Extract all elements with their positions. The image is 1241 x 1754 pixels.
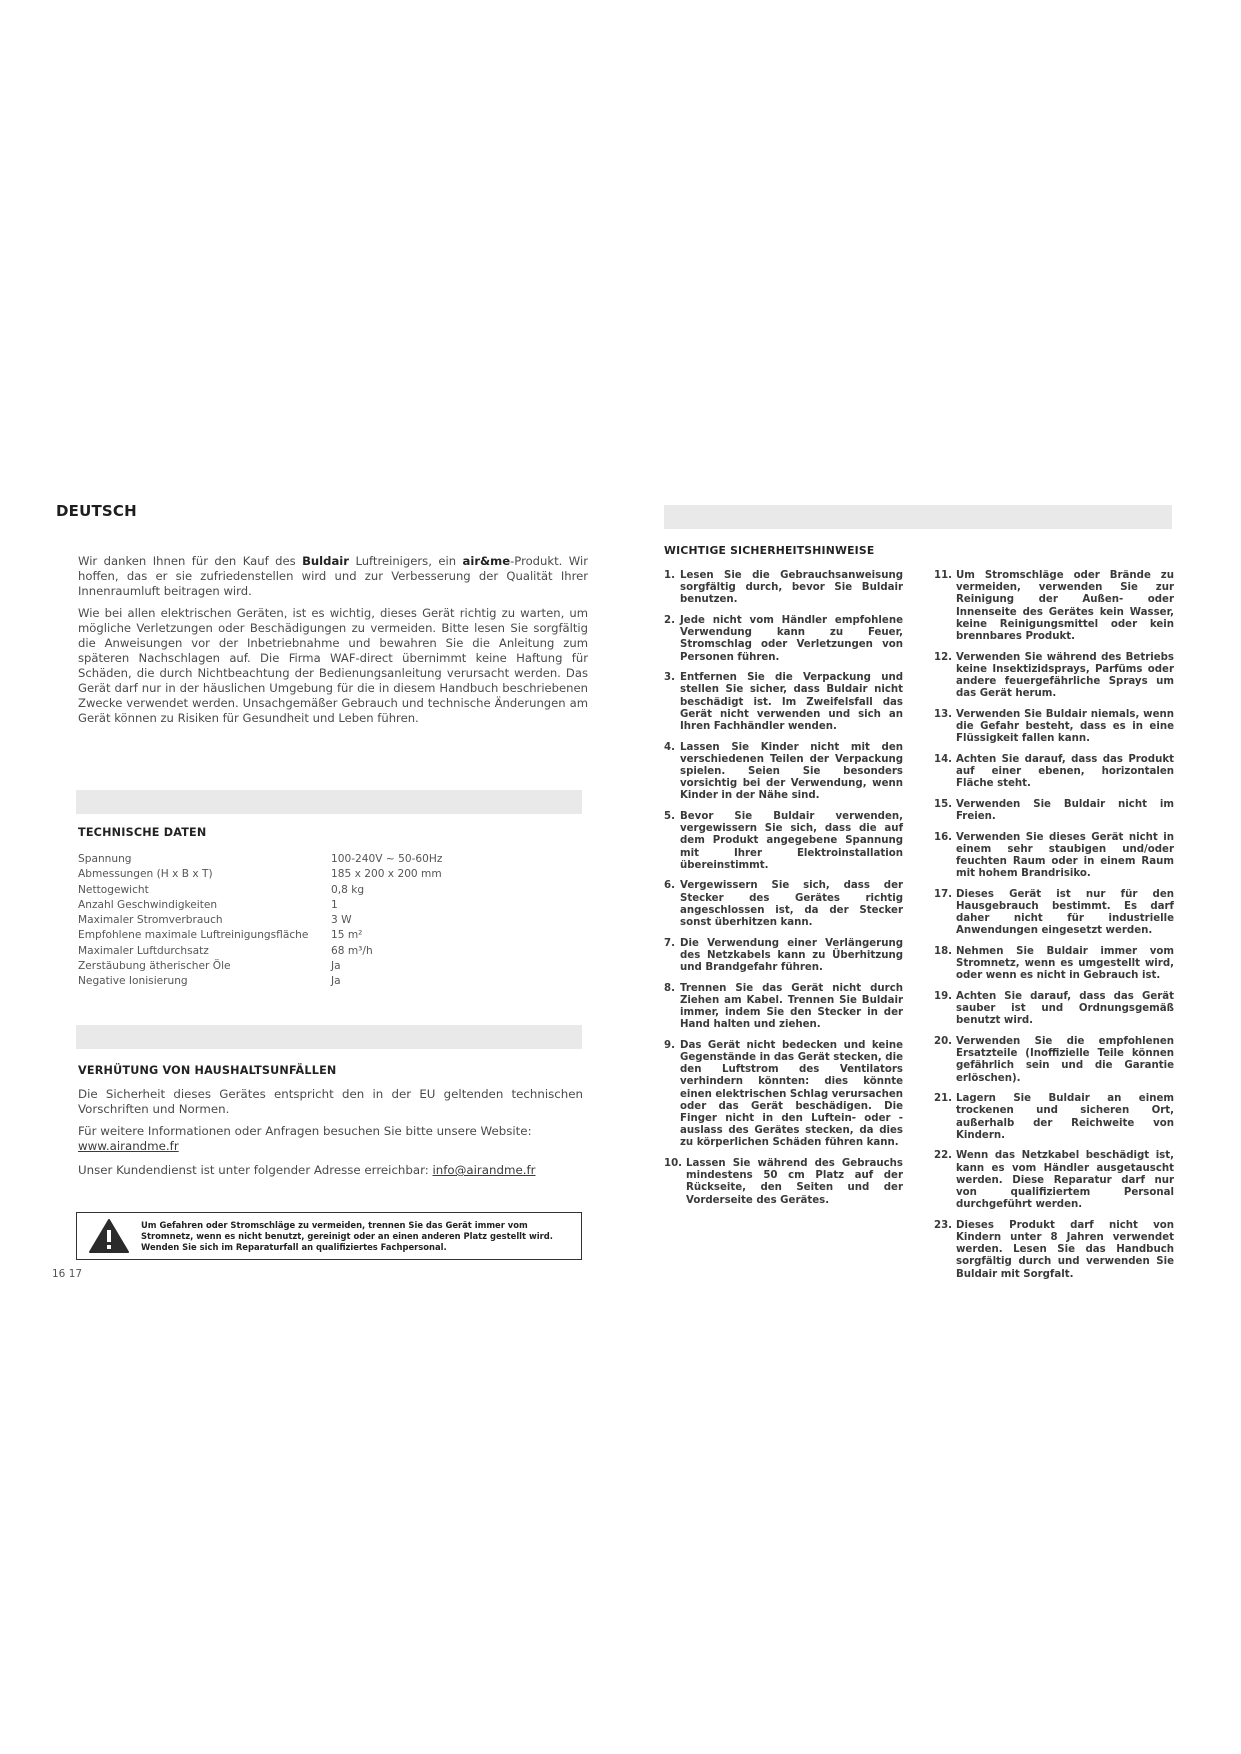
tech-label: Maximaler Luftdurchsatz xyxy=(78,944,209,957)
safety-item-number: 15. xyxy=(934,798,953,810)
accident-paragraph-2: Für weitere Informationen oder Anfragen besuchen Sie bitte unsere Website: www.airandme.fr xyxy=(78,1124,532,1153)
safety-item xyxy=(934,946,1174,983)
safety-item-number: 11. xyxy=(934,570,953,581)
safety-item-text: Verwenden Sie dieses Gerät nicht in einem sehr staubigen und/oder feuchten Raum oder in einem Raum mit hohem Brandrisiko. xyxy=(956,831,1174,880)
safety-item-text: Die Verwendung einer Verlängerung des Netzkabels kann zu Überhitzung und Brandgefahr führen. xyxy=(680,937,903,974)
safety-item xyxy=(934,799,1174,823)
safety-item-number: 9. xyxy=(664,1039,675,1051)
section-band-tech xyxy=(76,790,582,814)
tech-label: Zerstäubung ätherischer Öle xyxy=(78,960,231,973)
safety-item-number: 21. xyxy=(934,1093,953,1105)
tech-value: 1 xyxy=(331,898,338,911)
safety-item-text: Verwenden Sie während des Betriebs keine Insektizidsprays, Parfüms oder andere feuergefährliche Sprays um das Gerät herum. xyxy=(956,651,1174,700)
safety-item-text: Das Gerät nicht bedecken und keine Gegenstände in das Gerät stecken, die den Luftstrom des Ventilators verhindern könnten: dies könnte einen elektrischen Schlag verursachen oder das Gerät beschädigen. Die Finger nicht in den Luftein- oder -auslass des Gerätes stecken, da dies zu körperlichen Schäden führen kann. xyxy=(680,1039,903,1149)
safety-item-number: 16. xyxy=(934,831,953,843)
section-band-safety xyxy=(664,505,1172,529)
safety-item-text: Um Stromschläge oder Brände zu vermeiden, verwenden Sie zur Reinigung der Außen- oder Innenseite des Gerätes kein Wasser, keine Reinigungsmittel oder kein brennbares Produkt. xyxy=(956,570,1174,643)
safety-item-number: 23. xyxy=(934,1219,953,1231)
safety-item-text: Dieses Gerät ist nur für den Hausgebrauch bestimmt. Es darf daher nicht für industrielle Anwendungen eingesetzt werden. xyxy=(956,888,1174,937)
safety-item-text: Achten Sie darauf, dass das Produkt auf einer ebenen, horizontalen Fläche steht. xyxy=(956,753,1174,790)
safety-item xyxy=(664,938,903,975)
safety-item-text: Trennen Sie das Gerät nicht durch Ziehen am Kabel. Trennen Sie Buldair immer, indem Sie den Stecker in der Hand halten und ziehen. xyxy=(680,982,903,1031)
safety-item xyxy=(664,672,903,733)
safety-item-number: 4. xyxy=(664,741,675,753)
tech-label: Nettogewicht xyxy=(78,883,149,896)
safety-item-text: Verwenden Sie die empfohlenen Ersatzteile (Inoffizielle Teile können gefährlich sein und die Garantie erlöschen). xyxy=(956,1036,1174,1084)
tech-row xyxy=(78,867,498,882)
safety-item-number: 14. xyxy=(934,753,953,765)
safety-item-number: 3. xyxy=(664,672,675,684)
tech-row xyxy=(78,974,498,989)
safety-column-2 xyxy=(934,570,1174,1289)
tech-row xyxy=(78,898,498,913)
safety-item xyxy=(664,742,903,803)
safety-item xyxy=(934,709,1174,746)
tech-row xyxy=(78,944,498,959)
tech-section-title: TECHNISCHE DATEN xyxy=(78,826,207,839)
safety-item xyxy=(934,1093,1174,1142)
intro-paragraph-1: Wir danken Ihnen für den Kauf des Buldair Luftreinigers, ein air&me-Produkt. Wir hoffen, das er sie zufriedenstellen wird und zur Verbesserung der Qualität Ihrer Innenraumluft beitragen wird. xyxy=(78,554,588,598)
warning-box xyxy=(76,1212,582,1260)
safety-item-number: 8. xyxy=(664,982,675,994)
safety-item-text: Entfernen Sie die Verpackung und stellen Sie sicher, dass Buldair nicht beschädigt ist. Im Zweifelsfall das Gerät nicht verwenden und sich an Ihren Fachhändler wenden. xyxy=(680,672,903,733)
safety-item-number: 13. xyxy=(934,708,953,720)
tech-row xyxy=(78,852,498,867)
accident-paragraph-3: Unser Kundendienst ist unter folgender Adresse erreichbar: info@airandme.fr xyxy=(78,1163,536,1177)
tech-label: Negative Ionisierung xyxy=(78,975,188,988)
safety-item-text: Lesen Sie die Gebrauchsanweisung sorgfältig durch, bevor Sie Buldair benutzen. xyxy=(680,570,903,606)
safety-item xyxy=(934,1150,1174,1211)
tech-value: 15 m² xyxy=(331,929,363,942)
safety-item-text: Lassen Sie während des Gebrauchs mindestens 50 cm Platz auf der Rückseite, den Seiten und der Vorderseite des Gerätes. xyxy=(686,1158,903,1206)
tech-value: 100-240V ~ 50-60Hz xyxy=(331,853,443,865)
safety-item-number: 17. xyxy=(934,888,953,900)
safety-item-number: 12. xyxy=(934,651,953,663)
brand-company: air&me xyxy=(462,554,511,568)
safety-item xyxy=(934,652,1174,701)
tech-label: Spannung xyxy=(78,853,132,865)
tech-row xyxy=(78,913,498,928)
brand-product: Buldair xyxy=(302,554,349,568)
accident-paragraph-1: Die Sicherheit dieses Gerätes entspricht den in der EU geltenden technischen Vorschriften und Normen. xyxy=(78,1087,583,1116)
page-numbers: 16 17 xyxy=(52,1268,83,1280)
safety-item-text: Nehmen Sie Buldair immer vom Stromnetz, wenn es umgestellt wird, oder wenn es nicht in Gebrauch ist. xyxy=(956,946,1174,982)
safety-item xyxy=(664,811,903,872)
intro-text xyxy=(78,554,588,733)
safety-item-number: 1. xyxy=(664,570,675,581)
tech-value: Ja xyxy=(331,975,341,988)
language-title: DEUTSCH xyxy=(56,502,137,520)
tech-row xyxy=(78,883,498,898)
warning-triangle-icon xyxy=(77,1218,141,1254)
tech-data-table xyxy=(78,852,498,990)
safety-item-number: 20. xyxy=(934,1036,953,1048)
safety-item xyxy=(664,880,903,929)
safety-item xyxy=(934,991,1174,1028)
safety-item xyxy=(664,570,903,607)
tech-value: 3 W xyxy=(331,914,352,927)
safety-item xyxy=(664,1158,903,1207)
safety-item-number: 2. xyxy=(664,615,675,626)
safety-item-text: Achten Sie darauf, dass das Gerät sauber ist und Ordnungsgemäß benutzt wird. xyxy=(956,991,1174,1027)
tech-value: 0,8 kg xyxy=(331,883,365,896)
safety-item-number: 7. xyxy=(664,937,675,949)
website-link[interactable]: www.airandme.fr xyxy=(78,1139,179,1153)
tech-row xyxy=(78,928,498,943)
intro-paragraph-2: Wie bei allen elektrischen Geräten, ist es wichtig, dieses Gerät richtig zu warten, um mögliche Verletzungen oder Beschädigungen zu vermeiden. Bitte lesen Sie sorgfältig die Anweisungen vor der Inbetriebnahme und bewahren Sie die Anleitung zum späteren Nachschlagen auf. Die Firma WAF-direct übernimmt keine Haftung für Schäden, die durch Nichtbeachtung der Bedienungsanleitung verursacht werden. Das Gerät darf nur in der häuslichen Umgebung für die in diesem Handbuch beschriebenen Zwecke verwendet werden. Unsachgemäßer Gebrauch und technische Änderungen am Gerät können zu Risiken für Gesundheit und Leben führen. xyxy=(78,606,588,725)
safety-item-number: 5. xyxy=(664,811,675,823)
safety-item-text: Verwenden Sie Buldair nicht im Freien. xyxy=(956,798,1174,823)
safety-item xyxy=(934,754,1174,791)
tech-value: 68 m³/h xyxy=(331,944,373,957)
safety-item-text: Verwenden Sie Buldair niemals, wenn die Gefahr besteht, dass es in eine Flüssigkeit fallen kann. xyxy=(956,708,1174,745)
safety-item-text: Dieses Produkt darf nicht von Kindern unter 8 Jahren verwendet werden. Lesen Sie das Handbuch sorgfältig durch und verwenden Sie Buldair mit Sorgfalt. xyxy=(956,1219,1174,1280)
safety-item-number: 10. xyxy=(664,1158,683,1170)
tech-value: Ja xyxy=(331,960,341,973)
safety-section-title: WICHTIGE SICHERHEITSHINWEISE xyxy=(664,544,875,557)
tech-value: 185 x 200 x 200 mm xyxy=(331,868,442,881)
safety-item-text: Jede nicht vom Händler empfohlene Verwendung kann zu Feuer, Stromschlag oder Verletzungen von Personen führen. xyxy=(680,615,903,663)
safety-item-text: Wenn das Netzkabel beschädigt ist, kann es vom Händler ausgetauscht werden. Diese Reparatur darf nur von qualifiziertem Personal durchgeführt werden. xyxy=(956,1150,1174,1211)
safety-item xyxy=(934,832,1174,881)
safety-column-1 xyxy=(664,570,903,1215)
safety-item-number: 6. xyxy=(664,880,675,892)
email-link[interactable]: info@airandme.fr xyxy=(432,1163,536,1177)
safety-item-text: Vergewissern Sie sich, dass der Stecker des Gerätes richtig angeschlossen ist, da der Stecker sonst überhitzen kann. xyxy=(680,880,903,929)
safety-item xyxy=(934,1220,1174,1281)
safety-item-number: 18. xyxy=(934,946,953,958)
safety-item-text: Bevor Sie Buldair verwenden, vergewissern Sie sich, dass die auf dem Produkt angegebene Spannung mit Ihrer Elektroinstallation übereinstimmt. xyxy=(680,811,903,871)
tech-label: Maximaler Stromverbrauch xyxy=(78,914,223,927)
safety-item xyxy=(664,983,903,1032)
safety-item-number: 19. xyxy=(934,991,953,1003)
tech-row xyxy=(78,959,498,974)
tech-label: Empfohlene maximale Luftreinigungsfläche xyxy=(78,929,309,942)
safety-item xyxy=(934,889,1174,938)
safety-item-text: Lagern Sie Buldair an einem trockenen und sicheren Ort, außerhalb der Reichweite von Kindern. xyxy=(956,1093,1174,1141)
safety-item xyxy=(934,1036,1174,1085)
tech-label: Abmessungen (H x B x T) xyxy=(78,868,213,881)
section-band-accident xyxy=(76,1025,582,1049)
safety-item xyxy=(664,615,903,664)
safety-item-number: 22. xyxy=(934,1150,953,1162)
warning-text: Um Gefahren oder Stromschläge zu vermeiden, trennen Sie das Gerät immer vom Stromnetz, wenn es nicht benutzt, gereinigt oder an einen anderen Platz gestellt wird. Wenden Sie sich im Reparaturfall an qualifiziertes Fachpersonal. xyxy=(141,1219,553,1252)
safety-item-text: Lassen Sie Kinder nicht mit den verschiedenen Teilen der Verpackung spielen. Seien Sie besonders vorsichtig bei der Verwendung, wenn Kinder in der Nähe sind. xyxy=(680,741,903,802)
tech-label: Anzahl Geschwindigkeiten xyxy=(78,898,218,911)
safety-item xyxy=(664,1040,903,1150)
accident-section-title: VERHÜTUNG VON HAUSHALTSUNFÄLLEN xyxy=(78,1064,337,1077)
safety-item xyxy=(934,570,1174,643)
